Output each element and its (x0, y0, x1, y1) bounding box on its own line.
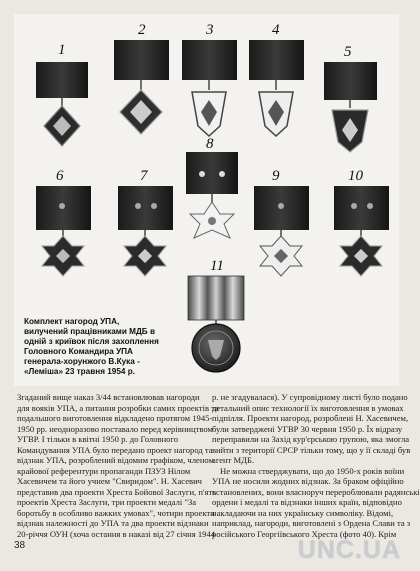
medal-6 (36, 186, 91, 276)
medal-2 (114, 40, 169, 134)
medal-1 (36, 62, 88, 146)
medal-label-5: 5 (344, 44, 352, 60)
medal-10 (334, 186, 389, 276)
medal-3 (182, 40, 237, 136)
medal-label-6: 6 (56, 168, 64, 184)
watermark: UNC.UA (297, 536, 401, 564)
medal-label-3: 3 (206, 22, 214, 38)
medal-label-11: 11 (210, 258, 224, 274)
medal-label-1: 1 (58, 42, 66, 58)
medal-5 (324, 62, 377, 152)
medal-label-2: 2 (138, 22, 146, 38)
body-column-left: Згаданий вище наказ 3/44 встановлював нагороди для вояків УПА, а питання розробки самих проектів та подальшого виготовлення відкладено протягом 1945- 1950 рр. неодноразово поставало перед керівництвом УГВР. І тільки в квітні 1950 р. до Головного Командування УПА було передано проект нагород та відзнак УПА, розроблений відомим графіком, членом крайової референтури пропаганди ПЗУЗ Нілом Хасевичем та його учнем "Свиридом". Н. Хасевич представив два проекти Хреста Бойової Заслуги, п'ять проектів Хреста Заслуги, три проекти медалі "За боротьбу в особливо важких умовах", чотири проекти відзнак належності до УПА та два проекти відзнаки 20-річчя ОУН (хоча остання в наказі від 27 січня 1944 (17, 392, 219, 539)
figure-caption: Комплект нагород УПА, вилучений працівниками МДБ в одній з криївок після захоплення Головного Командира УПА генерала-хорунжого В.Кука - «Леміша» 23 травня 1954 р. (24, 317, 159, 376)
medal-label-7: 7 (140, 168, 148, 184)
medal-11 (188, 276, 244, 372)
medal-label-9: 9 (272, 168, 280, 184)
medal-8 (186, 152, 238, 238)
medal-9 (254, 186, 309, 276)
page-number: 38 (14, 540, 26, 551)
medal-7 (118, 186, 173, 276)
medal-label-10: 10 (348, 168, 363, 184)
medal-label-8: 8 (206, 136, 214, 152)
medal-4 (249, 40, 304, 136)
body-column-right: р. не згадувалася). У супровідному листі було подано детальний опис технології їх виготовлення в умовах підпілля. Проекти нагород, розроблені Н. Хасевичем, були затверджені УГВР 30 червня 1950 р. Їх відразу переправили на Захід кур'єрською групою, яка змогла вийти з території СРСР тільки тому, що у її складі був агент МДБ. Не можна стверджувати, що до 1950-х років воїни УПА не носили жодних відзнак. За браком офіційно встановлених, вони власноруч перероблювали радянські ордени і медалі та відзнаки інших країн, відповідно накладаючи на них українську символіку. Відомі, наприклад, нагороди, виготовлені з Ордена Слави та з російського Георгіївського Хреста (фото 40). Крім (212, 392, 420, 539)
medal-label-4: 4 (272, 22, 280, 38)
